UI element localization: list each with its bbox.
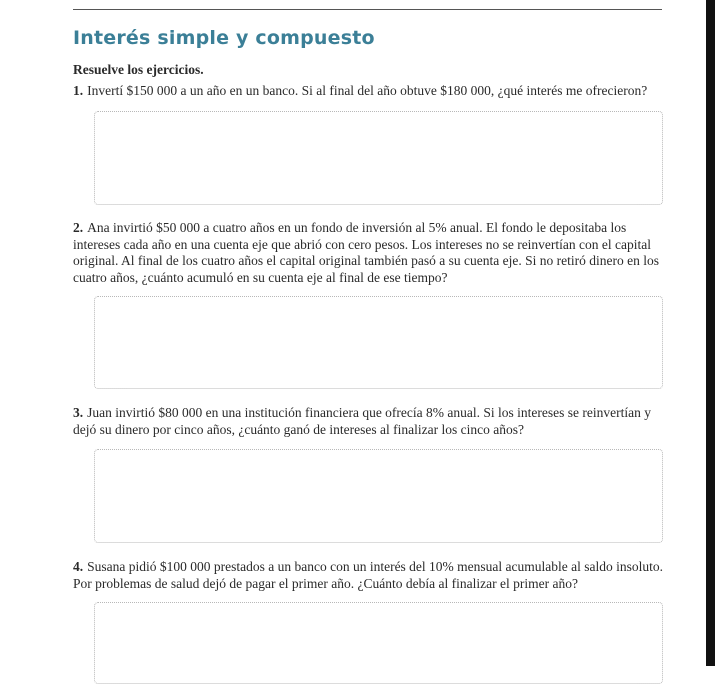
exercise-2 <box>73 220 665 286</box>
exercise-number: 1. <box>73 83 84 98</box>
exercise-3 <box>73 405 665 438</box>
answer-box-1[interactable] <box>94 111 663 205</box>
page-edge <box>706 0 715 666</box>
top-divider <box>73 9 662 10</box>
answer-box-4[interactable] <box>94 602 663 684</box>
exercise-number: 2. <box>73 220 84 235</box>
answer-box-3[interactable] <box>94 449 663 543</box>
exercise-text: Susana pidió $100 000 prestados a un banco con un interés del 10% mensual acumulable al saldo insoluto. Por problemas de salud dejó de pagar el primer año. ¿Cuánto debía al finalizar el primer año? <box>73 559 664 591</box>
worksheet-instruction: Resuelve los ejercicios. <box>73 62 204 77</box>
exercise-number: 3. <box>73 405 84 420</box>
exercise-text: Juan invirtió $80 000 en una institución financiera que ofrecía 8% anual. Si los intereses se reinvertían y dejó su dinero por cinco años, ¿cuánto ganó de intereses al finalizar los cinco años? <box>73 405 651 437</box>
exercise-1 <box>73 83 665 100</box>
answer-box-2[interactable] <box>94 296 663 389</box>
worksheet-title: Interés simple y compuesto <box>73 27 375 49</box>
exercise-4 <box>73 559 665 592</box>
exercise-number: 4. <box>73 559 84 574</box>
exercise-text: Invertí $150 000 a un año en un banco. Si al final del año obtuve $180 000, ¿qué interés me ofrecieron? <box>87 83 648 98</box>
exercise-text: Ana invirtió $50 000 a cuatro años en un fondo de inversión al 5% anual. El fondo le depositaba los intereses cada año en una cuenta eje que abrió con cero pesos. Los intereses no se reinvertían con el capital original. Al final de los cuatro años el capital original también pasó a su cuenta eje. Si no retiró dinero en los cuatro años, ¿cuánto acumuló en su cuenta eje al final de ese tiempo? <box>73 220 659 285</box>
